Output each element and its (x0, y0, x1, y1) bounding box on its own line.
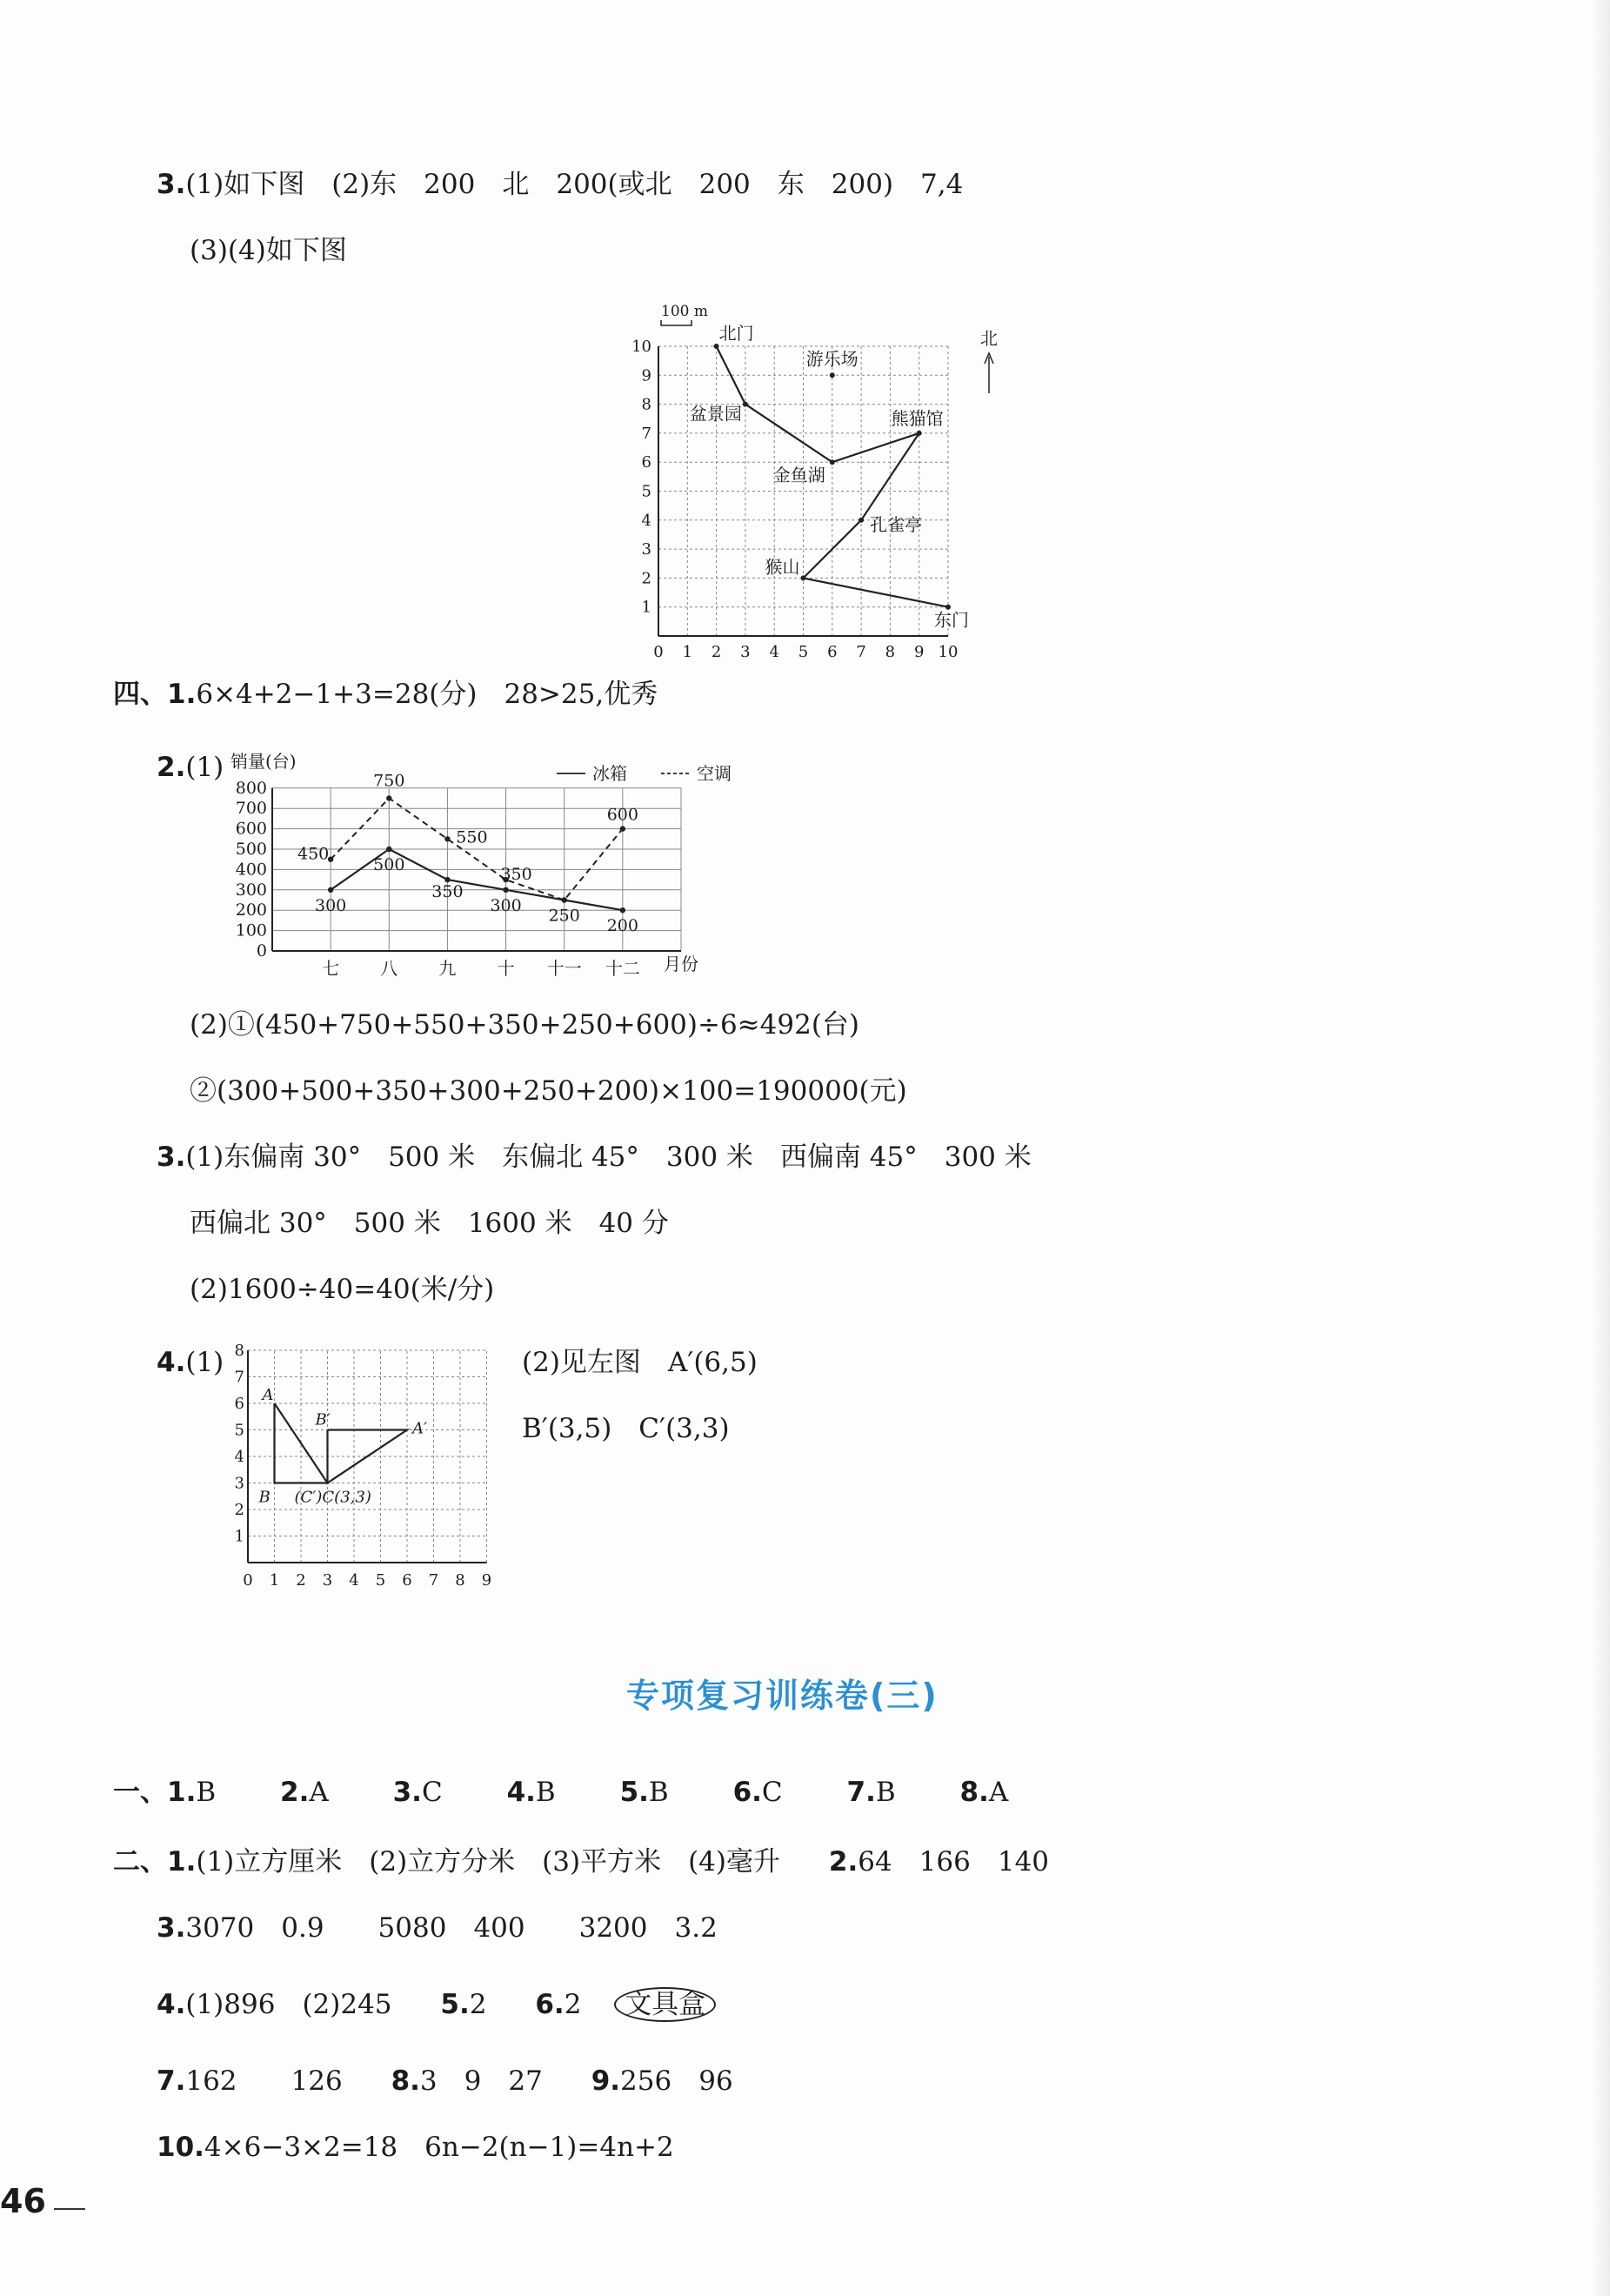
chart-y-tick: 100 (235, 920, 267, 940)
scale-label: 100 m (661, 303, 708, 320)
s2-l4-text: 162 126 (185, 2065, 343, 2097)
coord-x-tick: 4 (349, 1571, 359, 1590)
coord-y-tick: 5 (234, 1421, 244, 1440)
s2-l3-text: (1)896 (2)245 (185, 1989, 392, 2020)
chart-point (620, 826, 625, 831)
coord-x-tick: 9 (481, 1571, 492, 1590)
mc-answer-4: B (535, 1777, 556, 1808)
map-point (858, 518, 864, 523)
coord-y-tick: 8 (234, 1342, 244, 1360)
coord-x-tick: 0 (243, 1571, 253, 1590)
s2-line4 (157, 2064, 733, 2099)
north-arrow (980, 328, 998, 393)
mc-num-7: 7. (846, 1777, 876, 1808)
chart-y-tick: 200 (235, 900, 267, 920)
s4-q1 (113, 677, 658, 712)
map-y-tick: 1 (641, 598, 651, 617)
map-y-tick: 5 (641, 482, 651, 501)
map-place-label: 熊猫馆 (891, 407, 944, 429)
map-point (830, 372, 835, 378)
map-place-label: 东门 (934, 609, 969, 631)
s2-line1 (113, 1844, 1049, 1879)
chart-data-label: 350 (500, 865, 532, 885)
s4-q4-text2: B′(3,5) C′(3,3) (522, 1413, 730, 1444)
legend-series-2: 空调 (697, 763, 732, 784)
s4-q2-part2a: (2)①(450+750+550+350+250+600)÷6≈492(台) (190, 1009, 860, 1041)
map-y-tick: 9 (641, 366, 651, 385)
mc-num-2: 2. (280, 1777, 310, 1808)
mc-num-3: 3. (392, 1777, 422, 1808)
coord-x-tick: 7 (428, 1571, 439, 1590)
s4-q3-label: 3. (157, 1141, 186, 1173)
coord-y-tick: 6 (234, 1395, 244, 1413)
chart-y-tick: 400 (235, 860, 267, 880)
chart-data-label: 350 (431, 882, 464, 902)
chart-data-label: 200 (606, 916, 638, 936)
map-place-label: 北门 (718, 323, 754, 344)
chart-data-label: 300 (490, 895, 522, 915)
park-map-figure (609, 296, 1026, 661)
map-place-label: 金鱼湖 (772, 465, 825, 486)
chart-point (386, 795, 391, 800)
mc-answer-1: B (196, 1777, 217, 1808)
page-number: 46 (0, 2182, 46, 2220)
mc-answer-2: A (309, 1777, 329, 1808)
map-x-tick: 10 (938, 643, 959, 661)
map-point (743, 402, 748, 407)
mc-num-4: 4. (506, 1777, 536, 1808)
s2-l1-label: 二、1. (113, 1846, 197, 1878)
coord-x-tick: 5 (375, 1571, 386, 1590)
s4-q3-text1: (1)东偏南 30° 500 米 东偏北 45° 300 米 西偏南 45° 300 米 (185, 1141, 1032, 1173)
s2-l1b-label: 2. (828, 1846, 858, 1878)
mc-answer-6: C (761, 1777, 783, 1808)
scale-bar (661, 303, 708, 325)
chart-point (620, 907, 625, 913)
section-title: 专项复习训练卷(三) (626, 1677, 939, 1715)
coord-labels (258, 1386, 428, 1507)
mc-label: 一、1. (113, 1777, 197, 1808)
map-x-tick: 2 (711, 643, 722, 661)
chart-data-label: 550 (456, 827, 488, 847)
chart-x-tick: 十一 (546, 958, 582, 979)
coord-x-tick: 6 (402, 1571, 412, 1590)
coord-point-label: A (262, 1386, 274, 1404)
mc-num-5: 5. (619, 1777, 649, 1808)
coord-y-tick: 7 (234, 1368, 244, 1387)
s2-l3c-label: 6. (535, 1989, 565, 2020)
s4-q3-line3: (2)1600÷40=40(米/分) (190, 1274, 495, 1305)
q3-text1: (1)如下图 (2)东 200 北 200(或北 200 东 200) 7,4 (185, 169, 964, 200)
s2-l4b-label: 8. (391, 2065, 420, 2097)
chart-data-label: 500 (373, 855, 405, 874)
s4-q3-line2: 西偏北 30° 500 米 1600 米 40 分 (190, 1208, 669, 1239)
coord-point-label: B (258, 1488, 271, 1507)
coord-y-tick: 3 (234, 1474, 244, 1493)
coord-x-tick: 8 (455, 1571, 465, 1590)
mc-answer-5: B (648, 1777, 669, 1808)
map-y-tick: 7 (641, 424, 651, 443)
s2-l4-label: 7. (157, 2065, 186, 2097)
chart-y-tick: 600 (235, 819, 267, 839)
map-x-tick: 6 (827, 643, 838, 661)
s2-l3c-text: 2 (564, 1989, 582, 2020)
map-point (917, 431, 922, 436)
chart-xlabel: 月份 (664, 954, 698, 974)
s2-l1-text: (1)立方厘米 (2)立方分米 (3)平方米 (4)毫升 (196, 1846, 781, 1878)
page-number-rule (54, 2208, 85, 2210)
map-x-tick: 5 (798, 643, 809, 661)
circled-answer: 文具盒 (614, 1987, 716, 2022)
s2-line3 (157, 1987, 716, 2022)
legend-series-1: 冰箱 (592, 763, 627, 784)
coord-x-tick: 1 (269, 1571, 280, 1590)
map-x-tick: 1 (682, 643, 693, 661)
s2-l2-label: 3. (157, 1912, 186, 1944)
s2-line5 (157, 2130, 674, 2165)
coordinate-grid-figure (233, 1342, 511, 1597)
chart-x-tick: 十二 (605, 958, 640, 979)
s2-l3-label: 4. (157, 1989, 186, 2020)
chart-data-label: 450 (297, 844, 330, 864)
chart-y-tick: 800 (235, 778, 267, 798)
q3-label: 3. (157, 169, 186, 200)
chart-point (444, 836, 450, 841)
map-place-label: 猴山 (765, 556, 800, 578)
s2-l4c-text: 256 96 (620, 2065, 733, 2097)
map-y-tick: 3 (641, 540, 651, 559)
s2-l5-text: 4×6−3×2=18 6n−2(n−1)=4n+2 (204, 2132, 674, 2163)
map-place-label: 盆景园 (689, 403, 742, 425)
chart-x-tick: 十 (497, 958, 515, 979)
map-point (714, 344, 719, 349)
map-labels (690, 323, 969, 631)
chart-point (503, 887, 508, 893)
map-y-tick: 4 (641, 511, 651, 530)
map-x-tick: 7 (856, 643, 866, 661)
coord-shapes (275, 1403, 408, 1483)
chart-y-tick: 0 (256, 941, 267, 961)
s2-l3b-label: 5. (440, 1989, 470, 2020)
coord-x-tick: 3 (322, 1571, 333, 1590)
north-label: 北 (980, 328, 998, 349)
mc-num-8: 8. (959, 1777, 989, 1808)
coord-y-tick: 1 (234, 1527, 244, 1546)
chart-point (562, 897, 567, 902)
chart-y-tick: 500 (235, 840, 267, 859)
coord-y-tick: 2 (234, 1501, 244, 1519)
map-y-tick: 2 (641, 569, 651, 588)
chart-point (328, 887, 333, 893)
mc-num-6: 6. (732, 1777, 762, 1808)
chart-legend (557, 763, 732, 784)
map-y-tick: 10 (631, 338, 651, 356)
chart-x-tick: 八 (380, 958, 398, 979)
chart-data-label: 750 (373, 771, 405, 791)
chart-data-label: 600 (606, 805, 638, 825)
s4-q3-line1 (157, 1140, 1032, 1175)
mc-answer-3: C (421, 1777, 443, 1808)
s4-q2-label: 2. (157, 752, 186, 783)
map-point (801, 575, 806, 580)
map-place-label: 孔雀亭 (870, 513, 923, 535)
chart-x-tick: 九 (438, 958, 457, 979)
s2-l4b-text: 3 9 27 (419, 2065, 543, 2097)
map-place-label: 游乐场 (805, 348, 858, 370)
s4-q4-sub1: (1) (185, 1347, 224, 1378)
s4-q4-head (157, 1345, 224, 1380)
coord-point-label: (C′)C(3,3) (294, 1488, 371, 1507)
mc-answer-7: B (875, 1777, 896, 1808)
chart-series (328, 795, 625, 913)
q3-line2: (3)(4)如下图 (190, 235, 347, 266)
s2-l4c-label: 9. (591, 2065, 621, 2097)
q3-line1 (157, 167, 963, 202)
chart-ylabel: 销量(台) (230, 751, 297, 772)
s4-q2-part2b: ②(300+500+350+300+250+200)×100=190000(元) (190, 1075, 907, 1107)
sales-line-chart (213, 746, 752, 981)
s4-q4-label: 4. (157, 1347, 186, 1378)
chart-data-label: 300 (315, 895, 347, 915)
s2-l3b-text: 2 (469, 1989, 487, 2020)
chart-y-tick: 300 (235, 880, 267, 900)
s4-q4-text1: (2)见左图 A′(6,5) (522, 1347, 758, 1378)
chart-y-tick: 700 (235, 799, 267, 819)
map-grid (631, 338, 958, 661)
s2-l5-label: 10. (157, 2132, 204, 2163)
coord-y-tick: 4 (234, 1448, 244, 1466)
s4-q1-label: 四、1. (113, 679, 197, 710)
map-x-tick: 8 (885, 643, 896, 661)
chart-data-label: 250 (548, 906, 580, 926)
map-y-tick: 8 (641, 395, 651, 414)
s2-l1b-text: 64 166 140 (858, 1846, 1050, 1878)
s2-l2-text: 3070 0.9 5080 400 3200 3.2 (185, 1912, 718, 1944)
map-x-tick: 9 (913, 643, 925, 661)
coord-point-label: B′ (315, 1410, 331, 1429)
map-x-tick: 3 (740, 643, 751, 661)
map-y-tick: 6 (641, 453, 651, 472)
chart-x-tick: 七 (322, 958, 340, 979)
chart-point (386, 847, 391, 852)
map-x-tick: 0 (653, 643, 664, 661)
map-point (830, 459, 835, 465)
coord-x-tick: 2 (296, 1571, 306, 1590)
mc-answers-line (113, 1775, 1008, 1810)
mc-answer-8: A (988, 1777, 1009, 1808)
s4-q1-text: 6×4+2−1+3=28(分) 28>25,优秀 (196, 679, 658, 710)
map-x-tick: 4 (769, 643, 779, 661)
s2-line2 (157, 1911, 718, 1945)
page-edge-shadow (1592, 0, 1610, 2296)
s4-q2-sub1: (1) (185, 752, 224, 783)
coord-point-label: A′ (412, 1419, 428, 1438)
coord-grid (235, 1342, 492, 1590)
